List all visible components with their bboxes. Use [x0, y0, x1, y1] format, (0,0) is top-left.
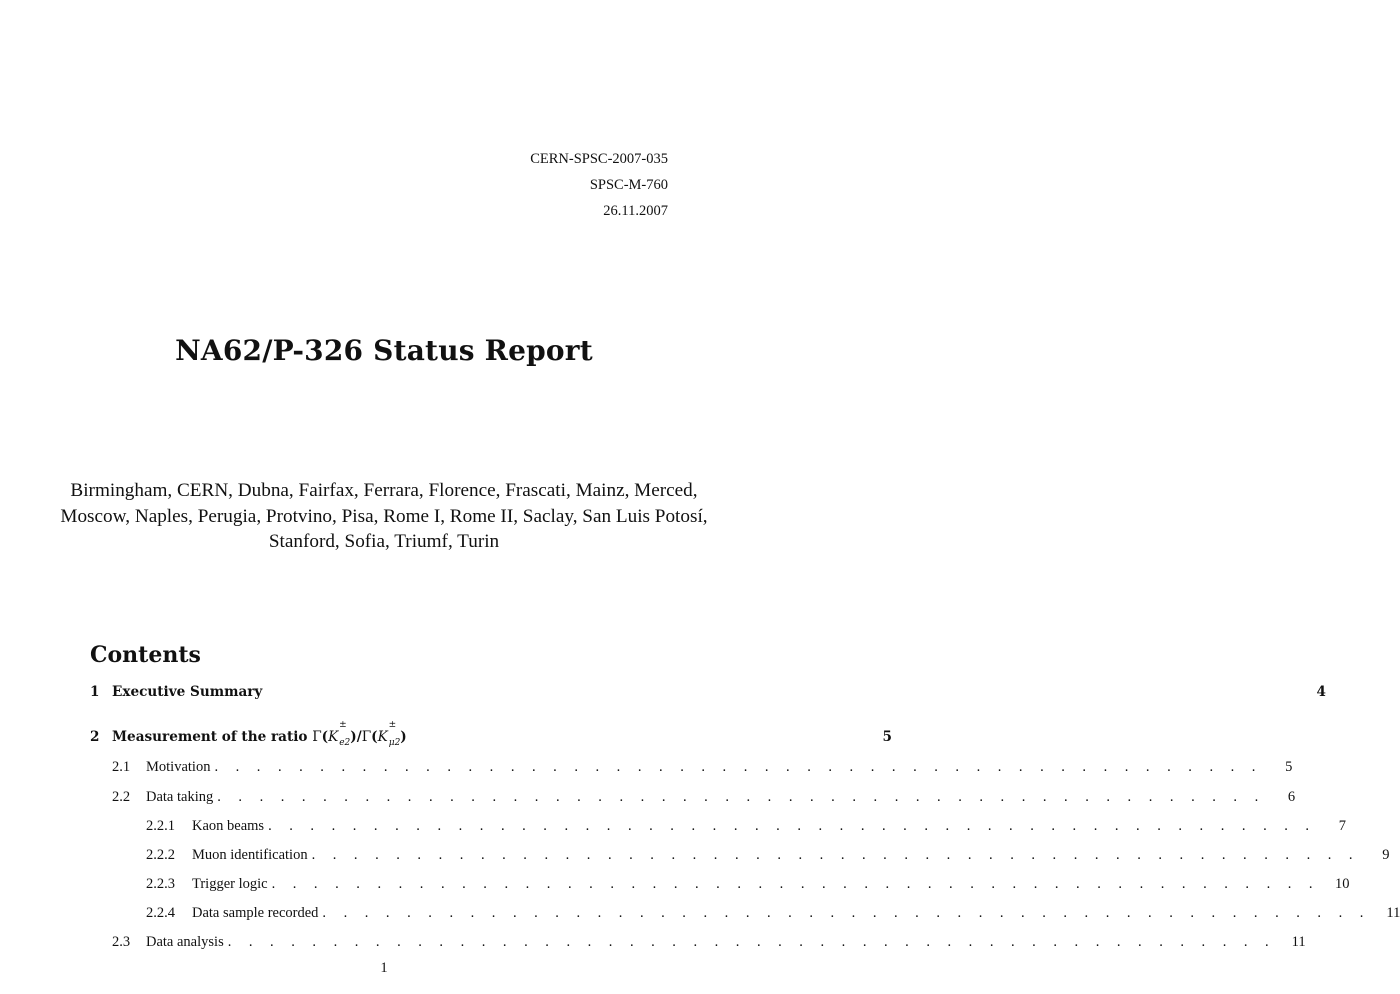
toc-subsection-2-2[interactable] — [90, 789, 1296, 811]
toc-page: 6 — [1287, 789, 1296, 805]
toc-title: Executive Summary — [112, 684, 263, 700]
report-identifiers — [530, 146, 668, 224]
toc-page: 7 — [1338, 818, 1346, 834]
toc-section-1[interactable] — [90, 684, 1326, 706]
toc-page: 5 — [882, 729, 892, 745]
toc-number: 2.2.2 — [146, 847, 175, 863]
charge-superscript: ± — [339, 720, 347, 730]
gamma-symbol: Γ — [312, 729, 322, 745]
toc-subsection-2-2-3[interactable] — [90, 876, 1350, 898]
toc-title: Measurement of the ratio Γ(K ± $_{e2}$)/Γ(K ± $_{\mu 2}$) — [112, 720, 407, 748]
toc-title: Motivation — [146, 759, 211, 775]
decay-subscript: μ2 — [388, 738, 401, 748]
toc-subsection-2-2-1[interactable] — [90, 818, 1346, 840]
toc-number: 2.2 — [112, 789, 131, 805]
toc-title: Data taking — [146, 789, 214, 805]
toc-page: 11 — [1291, 934, 1306, 950]
toc-number: 2.2.1 — [146, 818, 175, 834]
page-number: 1 — [380, 960, 388, 976]
toc-leader: . . . . . . . . . . . . . . . . . . . . . . . . . . . . . . . . . . . . . . . . . . . . . . . . . . — [214, 759, 1263, 775]
toc-page: 9 — [1382, 847, 1390, 863]
toc-number: 2.1 — [112, 759, 131, 775]
toc-leader: . . . . . . . . . . . . . . . . . . . . . . . . . . . . . . . . . . . . . . . . . . . . . . . . . . — [227, 934, 1276, 950]
toc-subsection-2-1[interactable] — [90, 759, 1293, 781]
toc-leader: . . . . . . . . . . . . . . . . . . . . . . . . . . . . . . . . . . . . . . . . . . . . . . . . . . — [311, 847, 1360, 863]
toc-title: Kaon beams — [192, 818, 265, 834]
toc-title: Data analysis — [146, 934, 224, 950]
toc-title: Data sample recorded — [192, 905, 319, 921]
toc-section-2[interactable] — [90, 720, 892, 751]
toc-title: Trigger logic — [192, 876, 268, 892]
kaon-symbol: K ± $_{e2}$ — [328, 720, 351, 748]
memo-number: SPSC-M-760 — [589, 177, 668, 193]
contents-heading: Contents — [90, 642, 201, 668]
affiliations: Birmingham, CERN, Dubna, Fairfax, Ferrara, Florence, Frascati, Mainz, Merced, Moscow, Naples, Perugia, Protvino, Pisa, Rome I, Rome II, Saclay, San Luis Potosí, Stanford, Sofia, Triumf, Turin — [60, 480, 708, 552]
document-title: NA62/P-326 Status Report — [175, 334, 593, 367]
toc-leader: . . . . . . . . . . . . . . . . . . . . . . . . . . . . . . . . . . . . . . . . . . . . . . . . . . — [268, 818, 1316, 834]
toc-title: Muon identification — [192, 847, 308, 863]
kaon-symbol: K ± $_{\mu 2}$ — [377, 720, 401, 748]
decay-subscript: e2 — [339, 738, 351, 748]
toc-number: 2.3 — [112, 934, 131, 950]
toc-page: 11 — [1386, 905, 1400, 921]
toc-leader: . . . . . . . . . . . . . . . . . . . . . . . . . . . . . . . . . . . . . . . . . . . . . . . . . . — [322, 905, 1371, 921]
toc-number: 1 — [90, 684, 100, 700]
toc-leader: . . . . . . . . . . . . . . . . . . . . . . . . . . . . . . . . . . . . . . . . . . . . . . . . . . — [271, 876, 1320, 892]
toc-number: 2.2.4 — [146, 905, 175, 921]
toc-subsection-2-2-4[interactable] — [90, 905, 1400, 927]
gamma-symbol: Γ — [361, 729, 372, 745]
toc-page: 4 — [1316, 684, 1326, 700]
charge-superscript: ± — [388, 720, 397, 730]
toc-page: 5 — [1285, 759, 1293, 775]
report-number: CERN-SPSC-2007-035 — [530, 151, 668, 167]
toc-subsection-2-2-2[interactable] — [90, 847, 1390, 869]
report-date: 26.11.2007 — [603, 203, 668, 219]
toc-subsection-2-3[interactable] — [90, 934, 1306, 956]
toc-number: 2.2.3 — [146, 876, 175, 892]
toc-title-text: Measurement of the ratio — [112, 729, 308, 745]
toc-leader: . . . . . . . . . . . . . . . . . . . . . . . . . . . . . . . . . . . . . . . . . . . . . . . . . . — [217, 789, 1266, 805]
toc-number: 2 — [90, 729, 100, 745]
toc-page: 10 — [1335, 876, 1350, 892]
